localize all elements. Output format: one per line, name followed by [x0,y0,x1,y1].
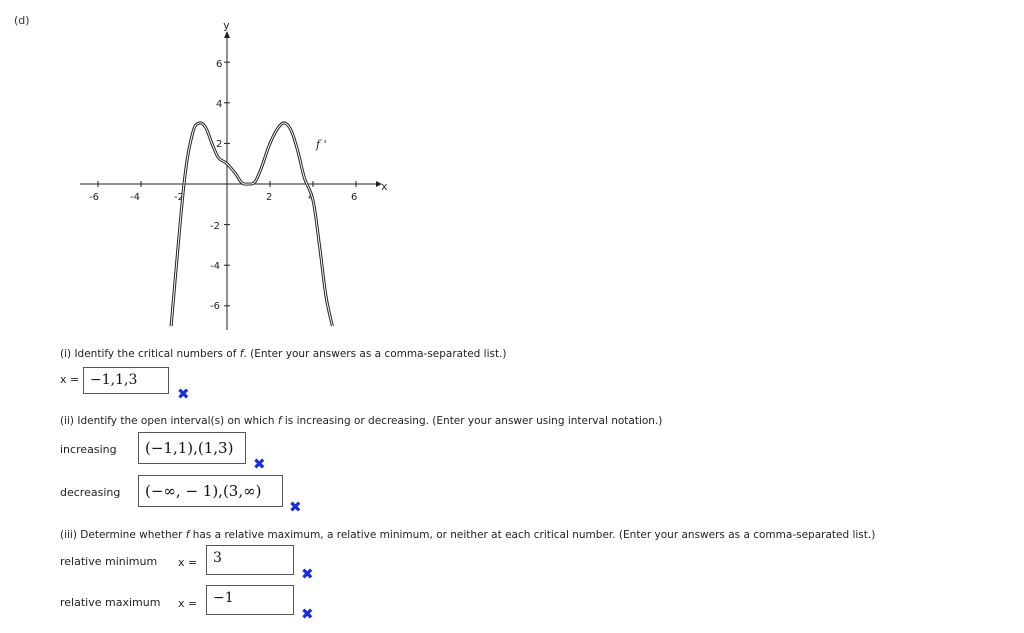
q2-function: f [277,415,282,427]
relative-minimum-x-label: x = [178,556,198,569]
y-tick-label: -6 [210,301,220,312]
question-relative-extrema [60,529,875,541]
derivative-graph [70,10,400,340]
relative-minimum-label: relative minimum [60,555,158,568]
y-tick-label: -2 [210,221,220,232]
y-tick-label: 4 [216,99,223,110]
q3-text-pre: (iii) Determine whether [60,529,186,541]
y-tick-label: 6 [216,59,223,70]
critical-x-label: x = [60,373,80,386]
question-intervals [60,415,662,427]
increasing-input[interactable]: (−1,1),(1,3) [138,432,246,464]
curve-label: f ' [316,138,327,151]
derivative-curve-inner [171,123,332,326]
x-tick-label: 4 [308,192,315,203]
relative-maximum-label: relative maximum [60,596,161,609]
q1-text-post: . (Enter your answers as a comma-separated list.) [243,348,507,360]
derivative-curve [171,123,332,326]
x-tick-label: -2 [174,192,184,203]
q3-text-post: has a relative maximum, a relative minimum, or neither at each critical number. (Enter your answers as a comma-separated list.) [189,529,876,541]
incorrect-icon: ✖ [301,605,314,623]
incorrect-icon: ✖ [301,565,314,583]
relative-minimum-input[interactable]: 3 [206,545,294,575]
y-axis-arrow [224,31,230,38]
q1-function: f [239,348,244,360]
relative-maximum-x-label: x = [178,597,198,610]
critical-numbers-input[interactable]: −1,1,3 [83,367,169,394]
y-axis-label: y [223,19,230,32]
decreasing-input[interactable]: (−∞, − 1),(3,∞) [138,475,283,507]
q1-text-pre: (i) Identify the critical numbers of [60,348,240,360]
x-tick-label: -4 [130,192,140,203]
x-axis-label: x [381,180,388,193]
part-label: (d) [14,14,30,27]
q2-text-pre: (ii) Identify the open interval(s) on which [60,415,278,427]
incorrect-icon: ✖ [177,385,190,403]
incorrect-icon: ✖ [253,455,266,473]
relative-maximum-input[interactable]: −1 [206,585,294,615]
incorrect-icon: ✖ [289,498,302,516]
x-tick-label: -6 [89,192,99,203]
q3-function: f [185,529,190,541]
x-tick-label: 6 [351,192,358,203]
decreasing-label: decreasing [60,486,121,499]
increasing-label: increasing [60,443,117,456]
y-tick-label: 2 [216,139,223,150]
q2-text-post: is increasing or decreasing. (Enter your answer using interval notation.) [281,415,663,427]
y-tick-label: -4 [210,261,220,272]
question-critical-numbers [60,348,507,360]
x-tick-label: 2 [266,192,273,203]
